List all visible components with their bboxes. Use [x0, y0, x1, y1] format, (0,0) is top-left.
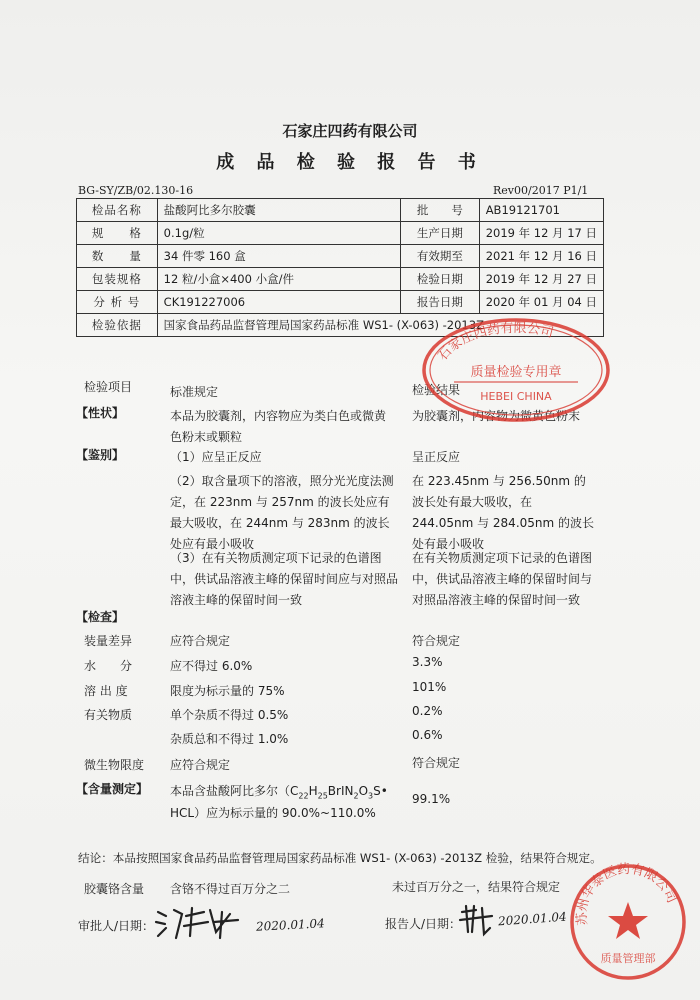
- approver-signature: [152, 902, 244, 942]
- identification-standard-3: （3）在有关物质测定项下记录的色谱图中，供试品溶液主峰的保留时间应与对照品溶液主峰的保留时间一致: [170, 551, 399, 607]
- check-standard: 限度为标示量的 75%: [170, 684, 285, 698]
- col-standard-header: 标准规定: [170, 385, 219, 399]
- assay-result: 99.1%: [412, 792, 451, 806]
- assay-standard-2: HCL）应为标示量的 90.0%~110.0%: [170, 806, 376, 820]
- reporter-signature: [458, 902, 498, 938]
- appearance-standard-2: 色粉末或颗粒: [170, 430, 243, 444]
- check-standard: 应不得过 6.0%: [170, 659, 253, 673]
- check-item: 水 分: [84, 659, 133, 673]
- check-item: 微生物限度: [84, 758, 145, 772]
- spec-label: 规 格: [77, 222, 158, 245]
- approver-date: 2020.01.04: [255, 916, 326, 934]
- table-row: [77, 291, 604, 314]
- reporter-label: 报告人/日期：: [385, 917, 462, 931]
- revision-page: Rev00/2017 P1/1: [493, 184, 589, 197]
- check-result: 0.2%: [412, 704, 443, 718]
- reporter-date: 2020.01.04: [497, 909, 568, 929]
- pack-value: 12 粒/小盒×400 小盒/件: [157, 268, 400, 291]
- check-result: 符合规定: [412, 756, 461, 770]
- basis-value: 国家食品药品监督管理局国家药品标准 WS1- (X-063) -2013Z: [157, 314, 603, 337]
- exp-label: 有效期至: [401, 245, 480, 268]
- exp-value: 2021 年 12 月 16 日: [479, 245, 603, 268]
- col-item-header: 检验项目: [84, 380, 133, 394]
- document-number: BG-SY/ZB/02.130-16: [78, 184, 194, 197]
- check-result: 符合规定: [412, 634, 461, 648]
- svg-text:质量检验专用章: 质量检验专用章: [470, 365, 562, 380]
- qty-value: 34 件零 160 盒: [157, 245, 400, 268]
- analysis-value: CK191227006: [157, 291, 400, 314]
- identification-label: 【鉴别】: [76, 448, 125, 462]
- mfg-label: 生产日期: [401, 222, 480, 245]
- svg-text:苏州华泰医药有限公司: 苏州华泰医药有限公司: [574, 862, 679, 926]
- table-row: [77, 245, 604, 268]
- table-row: [77, 222, 604, 245]
- checks-label: 【检查】: [76, 610, 125, 624]
- batch-value: AB19121701: [479, 199, 603, 222]
- assay-label: 【含量测定】: [76, 782, 149, 796]
- product-label: 检品名称: [77, 199, 158, 222]
- check-item: 溶 出 度: [84, 684, 128, 698]
- appearance-label: 【性状】: [76, 406, 125, 420]
- identification-result-2: 在 223.45nm 与 256.50nm 的波长处有最大吸收，在 244.05nm 与 284.05nm 的波长处有最小吸收: [412, 474, 595, 551]
- identification-standard-2: （2）取含量项下的溶液，照分光光度法测定，在 223nm 与 257nm 的波长处应有最大吸收，在 244nm 与 283nm 的波长处应有最小吸收: [170, 474, 394, 551]
- appearance-result: 为胶囊剂，内容物为微黄色粉末: [412, 409, 581, 423]
- check-standard: 应符合规定: [170, 634, 231, 648]
- svg-text:HEBEI CHINA: HEBEI CHINA: [480, 390, 552, 403]
- pack-label: 包装规格: [77, 268, 158, 291]
- check-result: 3.3%: [412, 655, 443, 669]
- distributor-stamp: [568, 862, 688, 982]
- svg-text:石家庄四药有限公司: 石家庄四药有限公司: [435, 320, 555, 364]
- identification-standard-1: （1）应呈正反应: [170, 450, 262, 464]
- qc-stamp: [418, 316, 614, 424]
- table-row: [77, 199, 604, 222]
- report-date-value: 2020 年 01 月 04 日: [479, 291, 603, 314]
- identification-result-3: 在有关物质测定项下记录的色谱图中，供试品溶液主峰的保留时间与对照品溶液主峰的保留时间一致: [412, 551, 593, 607]
- check-result: 0.6%: [412, 728, 443, 742]
- gelatin-label: 胶囊铬含量: [84, 882, 145, 896]
- mfg-value: 2019 年 12 月 17 日: [479, 222, 603, 245]
- batch-label: 批 号: [401, 199, 480, 222]
- appearance-standard-1: 本品为胶囊剂，内容物应为类白色或微黄: [170, 409, 387, 423]
- qty-label: 数 量: [77, 245, 158, 268]
- check-standard: 杂质总和不得过 1.0%: [170, 732, 289, 746]
- table-row: [77, 268, 604, 291]
- report-title: 成 品 检 验 报 告 书: [216, 152, 484, 173]
- check-standard: 单个杂质不得过 0.5%: [170, 708, 289, 722]
- company-name: 石家庄四药有限公司: [282, 122, 418, 140]
- analysis-label: 分 析 号: [77, 291, 158, 314]
- gelatin-result: 未过百万分之一，结果符合规定: [392, 880, 561, 894]
- basis-label: 检验依据: [77, 314, 158, 337]
- check-result: 101%: [412, 680, 447, 694]
- check-item: 有关物质: [84, 708, 133, 722]
- svg-text:质量管理部: 质量管理部: [600, 952, 656, 965]
- col-result-header: 检验结果: [412, 383, 461, 397]
- approver-label: 审批人/日期：: [78, 919, 155, 933]
- conclusion: 结论：本品按照国家食品药品监督管理局国家药品标准 WS1- (X-063) -2013Z 检验，结果符合规定。: [78, 851, 602, 865]
- spec-value: 0.1g/粒: [157, 222, 400, 245]
- gelatin-standard: 含铬不得过百万分之二: [170, 882, 291, 896]
- product-value: 盐酸阿比多尔胶囊: [157, 199, 400, 222]
- test-date-value: 2019 年 12 月 27 日: [479, 268, 603, 291]
- identification-result-1: 呈正反应: [412, 450, 461, 464]
- assay-standard-1: 本品含盐酸阿比多尔（$C_{22}H_{25}BrIN_2O_3S•$: [170, 784, 388, 801]
- test-date-label: 检验日期: [401, 268, 480, 291]
- report-date-label: 报告日期: [401, 291, 480, 314]
- check-item: 装量差异: [84, 634, 133, 648]
- check-standard: 应符合规定: [170, 758, 231, 772]
